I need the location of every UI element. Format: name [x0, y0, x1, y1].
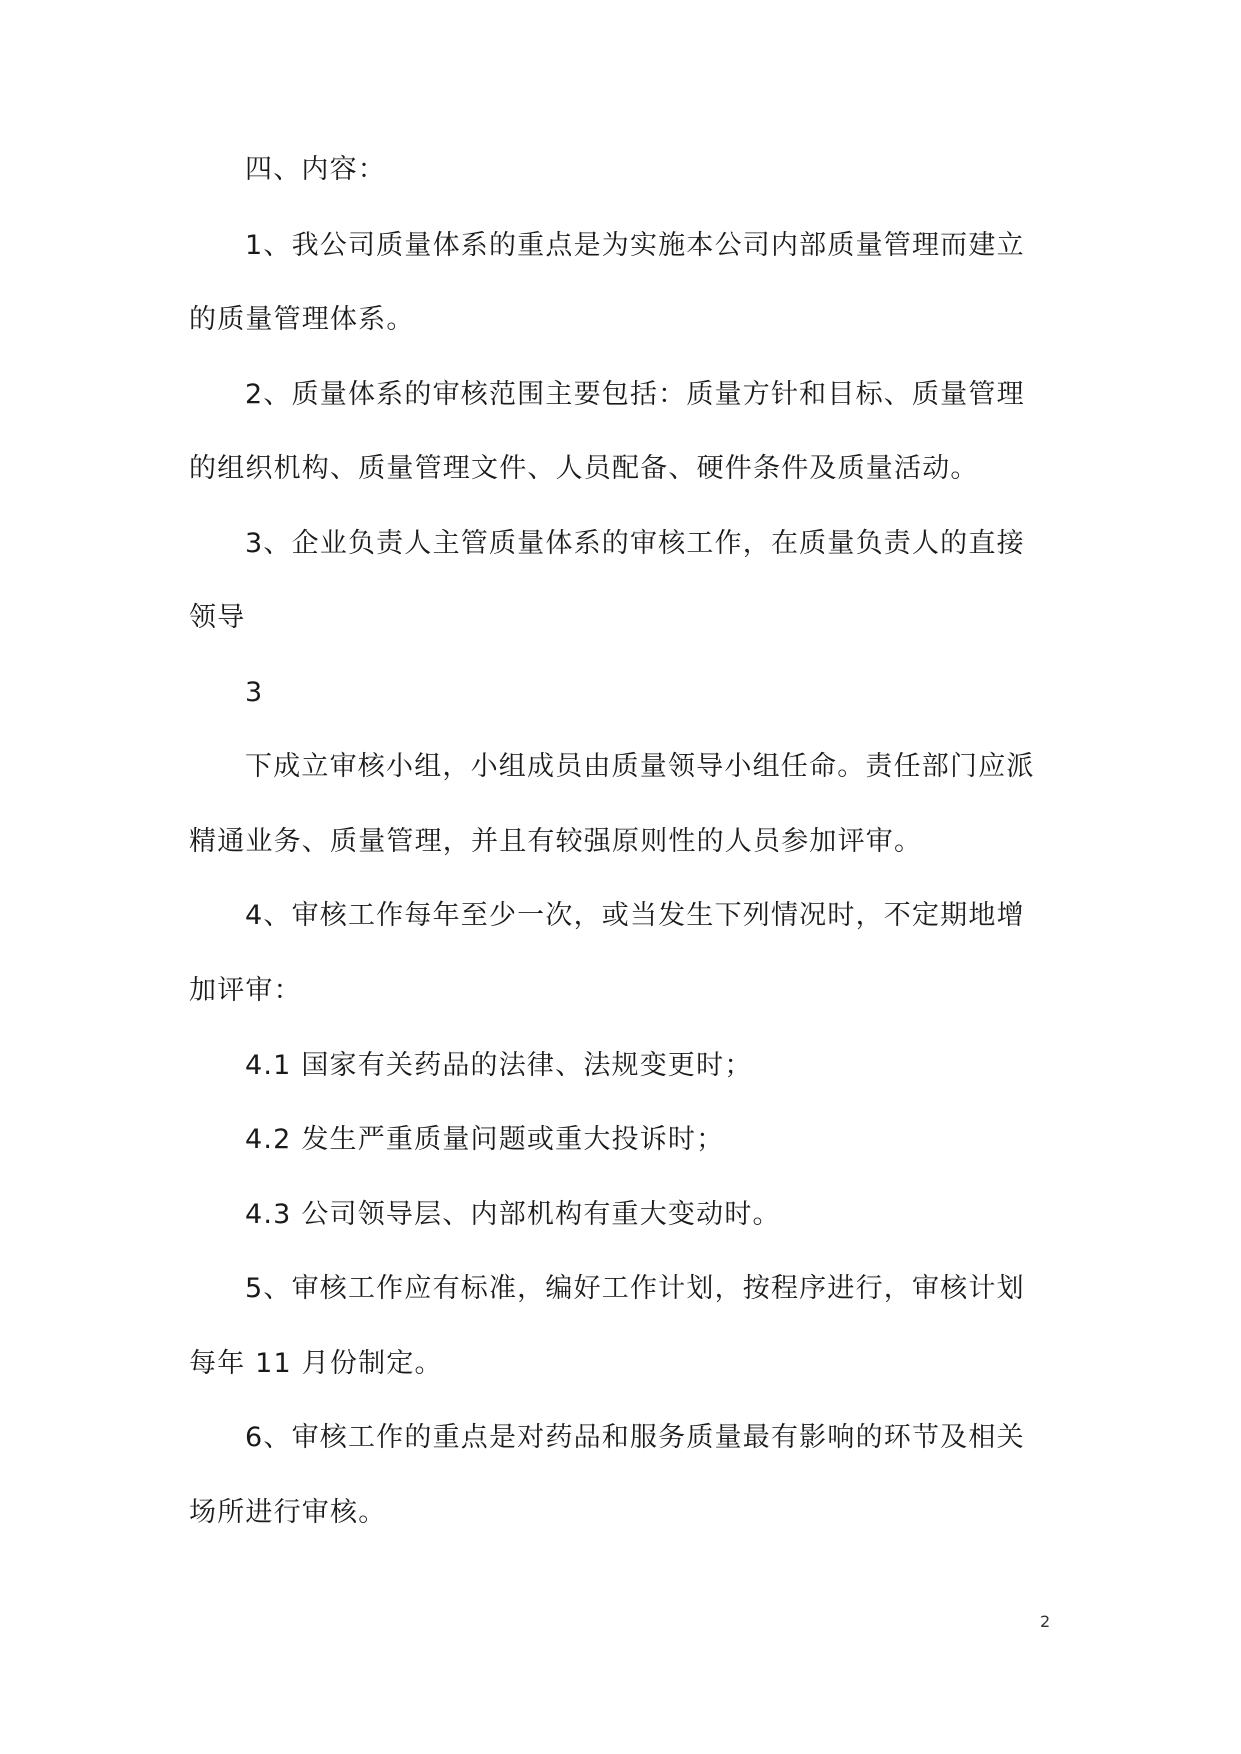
paragraph-line: 的质量管理体系。 [189, 304, 415, 335]
paragraph-line: 4、审核工作每年至少一次，或当发生下列情况时，不定期地增 [245, 900, 1025, 931]
page-number: 2 [1040, 1612, 1051, 1631]
paragraph-line: 2、质量体系的审核范围主要包括：质量方针和目标、质量管理 [245, 379, 1025, 410]
list-item: 4.3 公司领导层、内部机构有重大变动时。 [245, 1199, 781, 1230]
list-item: 4.1 国家有关药品的法律、法规变更时； [245, 1050, 753, 1081]
paragraph-line: 3、企业负责人主管质量体系的审核工作，在质量负责人的直接 [245, 528, 1025, 559]
paragraph-line: 加评审： [189, 975, 302, 1006]
section-heading: 四、内容： [245, 154, 386, 185]
inline-page-marker: 3 [245, 677, 264, 708]
paragraph-line: 5、审核工作应有标准，编好工作计划，按程序进行，审核计划 [245, 1273, 1025, 1304]
paragraph-line: 场所进行审核。 [189, 1497, 387, 1528]
paragraph-line: 1、我公司质量体系的重点是为实施本公司内部质量管理而建立 [245, 230, 1025, 261]
paragraph-line: 精通业务、质量管理，并且有较强原则性的人员参加评审。 [189, 826, 923, 857]
paragraph-line: 每年 11 月份制定。 [189, 1348, 443, 1379]
paragraph-line: 领导 [189, 602, 246, 633]
paragraph-line: 6、审核工作的重点是对药品和服务质量最有影响的环节及相关 [245, 1422, 1025, 1453]
paragraph-line: 下成立审核小组，小组成员由质量领导小组任命。责任部门应派 [245, 751, 1035, 782]
paragraph-line: 的组织机构、质量管理文件、人员配备、硬件条件及质量活动。 [189, 453, 979, 484]
list-item: 4.2 发生严重质量问题或重大投诉时； [245, 1124, 725, 1155]
